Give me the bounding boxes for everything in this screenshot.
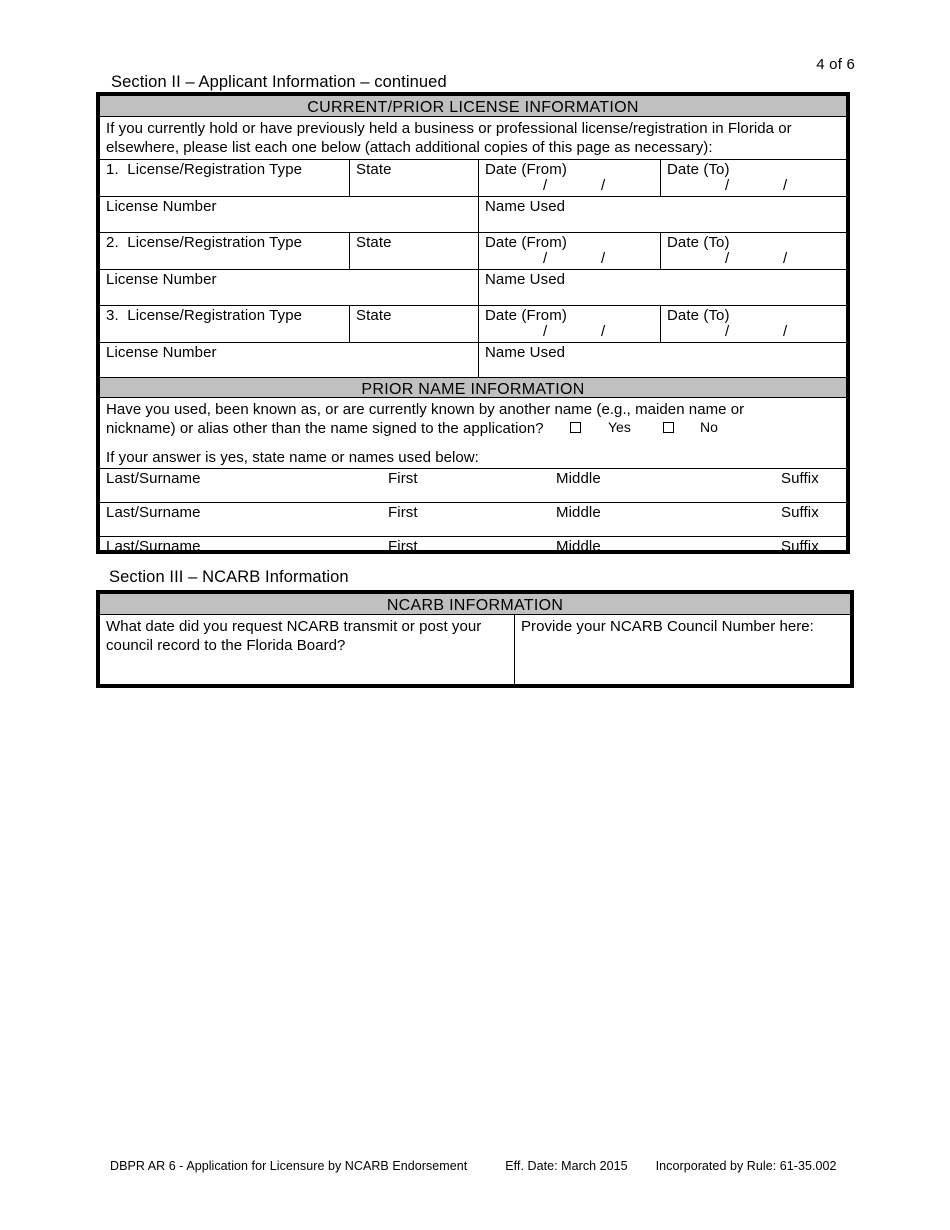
ncarb-table-inner [99,593,851,685]
entry-2-date-from-sep-2: / [601,250,606,267]
page-number: 4 of 6 [816,56,855,73]
divider-1-type-state [349,159,350,196]
license-table-inner [99,95,847,555]
entry-3-name-used-label: Name Used [485,344,566,361]
ncarb-information-table [96,590,854,688]
entry-2-date-to-label: Date (To) [667,234,730,251]
prior-name-no-checkbox[interactable] [663,422,674,433]
name-row-2-first-label: First [388,504,418,521]
divider-3-datefrom-dateto [660,305,661,342]
entry-2-date-from-label: Date (From) [485,234,567,251]
prior-name-yes-checkbox[interactable] [570,422,581,433]
divider-1-licnum-nameused [478,196,479,232]
prior-name-no-label: No [700,419,718,435]
entry-2-type-text: License/Registration Type [127,234,303,251]
name-row-3-suffix-label: Suffix [781,538,819,555]
ncarb-question-line-1: What date did you request NCARB transmit or post your [106,618,482,635]
entry-3-date-to-label: Date (To) [667,307,730,324]
prior-name-question-line-1: Have you used, been known as, or are currently known by another name (e.g., maiden name or [106,401,745,418]
entry-3-license-number-label: License Number [106,344,217,361]
entry-1-date-from-sep-1: / [543,177,548,194]
name-row-1-first-label: First [388,470,418,487]
entry-1-state-label: State [356,161,392,178]
entry-2-date-to-sep-2: / [783,250,788,267]
divider-2-type-state [349,232,350,269]
entry-3-date-to-sep-1: / [725,323,730,340]
name-row-1-last-label: Last/Surname [106,470,201,487]
entry-2-state-label: State [356,234,392,251]
divider-2-datefrom-dateto [660,232,661,269]
prior-name-banner: PRIOR NAME INFORMATION [100,377,846,398]
divider-intro [100,159,846,160]
footer-incorporated-by: Incorporated by Rule: 61-35.002 [655,1159,837,1173]
entry-2-number: 2. [106,234,119,251]
page-footer [110,1158,837,1174]
entry-1-license-number-label: License Number [106,198,217,215]
divider-3-rowA-rowB [100,342,846,343]
ncarb-question-line-2: council record to the Florida Board? [106,637,346,654]
name-row-2-last-label: Last/Surname [106,504,201,521]
entry-3-date-to-sep-2: / [783,323,788,340]
divider-instruction-names [100,468,846,469]
entry-3-date-from-sep-2: / [601,323,606,340]
license-intro-line-2: elsewhere, please list each one below (attach additional copies of this page as necessary): [106,139,713,156]
entry-3-number: 3. [106,307,119,324]
name-row-2-middle-label: Middle [556,504,601,521]
entry-1-number: 1. [106,161,119,178]
divider-entry1-entry2 [100,232,846,233]
ncarb-banner: NCARB INFORMATION [100,594,850,615]
license-intro-line-1: If you currently hold or have previously held a business or professional license/registration in Florida or [106,120,792,137]
divider-3-licnum-nameused [478,342,479,377]
prior-name-yes-label: Yes [608,419,631,435]
name-row-3-first-label: First [388,538,418,555]
section-3-heading: Section III – NCARB Information [109,568,349,586]
divider-3-state-datefrom [478,305,479,342]
license-banner: CURRENT/PRIOR LICENSE INFORMATION [100,96,846,117]
entry-3-type-text: License/Registration Type [127,307,303,324]
entry-3-state-label: State [356,307,392,324]
entry-3-type-label [106,307,302,325]
entry-1-date-to-label: Date (To) [667,161,730,178]
divider-ncarb-cells [514,615,515,685]
entry-2-date-to-sep-1: / [725,250,730,267]
footer-effective-date: Eff. Date: March 2015 [505,1159,628,1173]
current-prior-license-table [96,92,850,554]
name-row-3-middle-label: Middle [556,538,601,555]
entry-1-name-used-label: Name Used [485,198,566,215]
name-row-1-suffix-label: Suffix [781,470,819,487]
entry-2-name-used-label: Name Used [485,271,566,288]
entry-3-date-from-label: Date (From) [485,307,567,324]
section-2-heading: Section II – Applicant Information – continued [111,73,447,91]
footer-form-id: DBPR AR 6 - Application for Licensure by NCARB Endorsement [110,1159,468,1173]
ncarb-council-number-label: Provide your NCARB Council Number here: [521,618,814,635]
entry-2-date-from-sep-1: / [543,250,548,267]
name-row-2-suffix-label: Suffix [781,504,819,521]
divider-name-1-2 [100,502,846,503]
entry-2-type-label [106,234,302,252]
prior-name-instruction: If your answer is yes, state name or names used below: [106,449,479,466]
divider-1-datefrom-dateto [660,159,661,196]
divider-2-licnum-nameused [478,269,479,305]
divider-2-state-datefrom [478,232,479,269]
entry-1-type-label [106,161,302,179]
divider-1-state-datefrom [478,159,479,196]
entry-1-type-text: License/Registration Type [127,161,303,178]
entry-3-date-from-sep-1: / [543,323,548,340]
name-row-3-last-label: Last/Surname [106,538,201,555]
divider-3-type-state [349,305,350,342]
divider-2-rowA-rowB [100,269,846,270]
divider-entry2-entry3 [100,305,846,306]
name-row-1-middle-label: Middle [556,470,601,487]
entry-1-date-from-label: Date (From) [485,161,567,178]
entry-1-date-to-sep-1: / [725,177,730,194]
divider-name-2-3 [100,536,846,537]
prior-name-question-line-2: nickname) or alias other than the name signed to the application? [106,420,544,437]
divider-1-rowA-rowB [100,196,846,197]
entry-2-license-number-label: License Number [106,271,217,288]
entry-1-date-from-sep-2: / [601,177,606,194]
entry-1-date-to-sep-2: / [783,177,788,194]
